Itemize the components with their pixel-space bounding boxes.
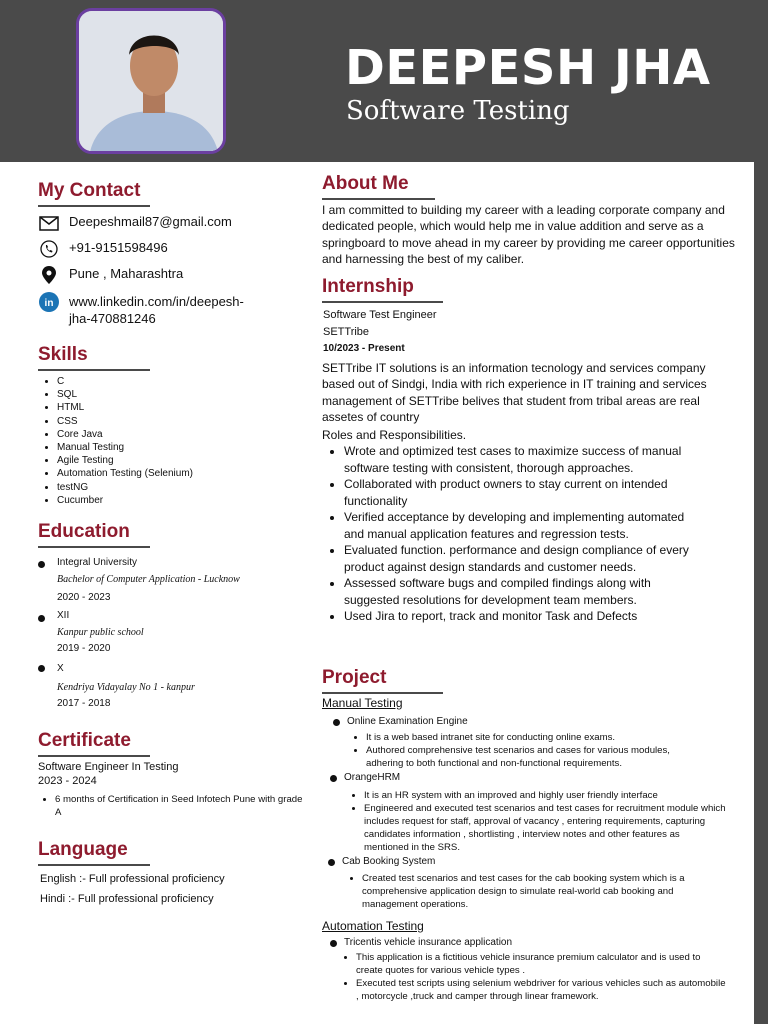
- candidate-role: Software Testing: [346, 96, 570, 126]
- mail-icon: [38, 214, 60, 232]
- phone-icon: [38, 240, 60, 258]
- bullet-dot: [38, 561, 45, 568]
- bullet-dot: [333, 719, 340, 726]
- list-item: • Core Java: [57, 428, 268, 441]
- location-pin-icon: [38, 266, 60, 284]
- education-title: Education: [38, 521, 150, 548]
- project-bullets: [346, 789, 726, 854]
- phone-text: +91-9151598496: [69, 240, 168, 255]
- project-name: OrangeHRM: [344, 772, 401, 783]
- language-english: English :- Full professional proficiency: [40, 873, 225, 885]
- list-item: • Assessed software bugs and compiled findings along with suggested resolutions for development team members.: [344, 575, 694, 608]
- list-item: • Used Jira to report, track and monitor Task and Defects: [344, 608, 694, 625]
- language-title: Language: [38, 839, 150, 866]
- contact-linkedin[interactable]: [38, 293, 244, 327]
- automation-testing-heading: Automation Testing: [322, 919, 424, 933]
- list-item: • Collaborated with product owners to stay current on intended functionality: [344, 476, 694, 509]
- project-item: [333, 716, 468, 727]
- certificate-years: 2023 - 2024: [38, 775, 97, 787]
- project-item: [328, 856, 435, 867]
- project-bullets: [344, 872, 716, 911]
- project-name: Tricentis vehicle insurance application: [344, 937, 513, 948]
- list-item: • It is an HR system with an improved and highly user friendly interface: [364, 789, 726, 802]
- list-item: • Verified acceptance by developing and implementing automated and manual application features and regression tests.: [344, 509, 694, 542]
- linkedin-text: [69, 293, 244, 327]
- education-item: [38, 610, 278, 660]
- education-detail: Kanpur public school: [57, 627, 144, 638]
- list-item: • This application is a fictitious vehicle insurance premium calculator and is used to create quotes for various vehicle types .: [356, 951, 728, 977]
- about-title: About Me: [322, 173, 435, 200]
- contact-location: [38, 266, 183, 284]
- skills-list: [38, 375, 268, 507]
- education-detail: Bachelor of Computer Application - Lucknow: [57, 574, 240, 585]
- list-item: • CSS: [57, 415, 268, 428]
- project-bullets: [338, 951, 728, 1003]
- certificate-name: Software Engineer In Testing: [38, 761, 179, 773]
- bullet-dot: [38, 615, 45, 622]
- education-degree: XII: [57, 610, 70, 621]
- list-item: • Executed test scripts using selenium webdriver for various vehicles such as automobile , motorcycle ,truck and camper through linear framework.: [356, 977, 728, 1003]
- location-text: Pune , Maharashtra: [69, 266, 184, 281]
- list-item: • Authored comprehensive test scenarios and cases for various modules, adhering to both functional and non-functional requirements.: [366, 744, 708, 770]
- certificate-bullets: [36, 793, 304, 819]
- contact-title: My Contact: [38, 180, 150, 207]
- education-detail: Kendriya Vidayalay No 1 - kanpur: [57, 682, 195, 693]
- internship-description: SETTribe IT solutions is an information tecnology and services company based out of Sindgi, India with rich experience in IT training and services management of SETTribe belives that student from tribal areas are real assetes of country: [322, 361, 707, 425]
- contact-email[interactable]: [38, 214, 232, 232]
- list-item: • SQL: [57, 388, 268, 401]
- list-item: • Manual Testing: [57, 441, 268, 454]
- contact-phone[interactable]: [38, 240, 168, 258]
- list-item: • Wrote and optimized test cases to maximize success of manual software testing with consistent, thorough approaches.: [344, 443, 694, 476]
- linkedin-line-1: www.linkedin.com/in/deepesh-: [69, 294, 244, 309]
- list-item: • testNG: [57, 481, 268, 494]
- list-item: • HTML: [57, 401, 268, 414]
- internship-responsibilities: [324, 443, 694, 625]
- svg-text:in: in: [44, 298, 54, 309]
- education-years: 2019 - 2020: [57, 643, 111, 654]
- list-item: • Created test scenarios and test cases for the cab booking system which is a comprehensive application design to simulate real-world cab booking and management operations.: [362, 872, 716, 911]
- list-item: • C: [57, 375, 268, 388]
- project-bullets: [348, 731, 708, 770]
- internship-dates: 10/2023 - Present: [323, 343, 405, 354]
- project-name: Online Examination Engine: [347, 716, 468, 727]
- linkedin-line-2: jha-470881246: [69, 311, 156, 326]
- about-text: I am committed to building my career with a leading corporate company and dedicated people, which would help me in value addition and serve as a springboard to move ahead in my career by providing me career opportunities and harnessing the best of my caliber.: [322, 203, 735, 266]
- internship-position: Software Test Engineer: [323, 309, 437, 321]
- list-item: • 6 months of Certification in Seed Infotech Pune with grade A: [55, 793, 304, 819]
- internship-roles-label: Roles and Responsibilities.: [322, 428, 467, 442]
- education-item: [38, 557, 278, 607]
- profile-photo: [76, 8, 226, 154]
- skills-title: Skills: [38, 344, 150, 371]
- project-item: [330, 937, 512, 948]
- education-degree: Integral University: [57, 557, 138, 568]
- internship-company: SETTribe: [323, 326, 370, 338]
- project-title: Project: [322, 667, 443, 694]
- list-item: • Engineered and executed test scenarios and test cases for recruitment module which includes request for staff, approval of vacancy , entering requirements, capturing candidates information , shortlisting , interview notes and other features as mentioned in the SRS.: [364, 802, 726, 854]
- list-item: • Agile Testing: [57, 454, 268, 467]
- candidate-name: DEEPESH JHA: [345, 40, 711, 96]
- language-hindi: Hindi :- Full professional proficiency: [40, 893, 214, 905]
- bullet-dot: [38, 665, 45, 672]
- education-years: 2020 - 2023: [57, 592, 111, 603]
- list-item: • Evaluated function. performance and design compliance of every product against design standards and customer needs.: [344, 542, 694, 575]
- project-item: [330, 772, 400, 783]
- list-item: • It is a web based intranet site for conducting online exams.: [366, 731, 708, 744]
- email-text: Deepeshmail87@gmail.com: [69, 214, 232, 229]
- education-degree: X: [57, 663, 64, 674]
- project-name: Cab Booking System: [342, 856, 436, 867]
- education-years: 2017 - 2018: [57, 698, 111, 709]
- education-item: [38, 663, 278, 713]
- bullet-dot: [328, 859, 335, 866]
- list-item: • Automation Testing (Selenium): [57, 467, 268, 480]
- internship-title: Internship: [322, 276, 443, 303]
- bullet-dot: [330, 940, 337, 947]
- manual-testing-heading: Manual Testing: [322, 696, 403, 710]
- list-item: • Cucumber: [57, 494, 268, 507]
- side-strip: [754, 162, 768, 1024]
- linkedin-icon: [38, 293, 60, 311]
- bullet-dot: [330, 775, 337, 782]
- certificate-title: Certificate: [38, 730, 150, 757]
